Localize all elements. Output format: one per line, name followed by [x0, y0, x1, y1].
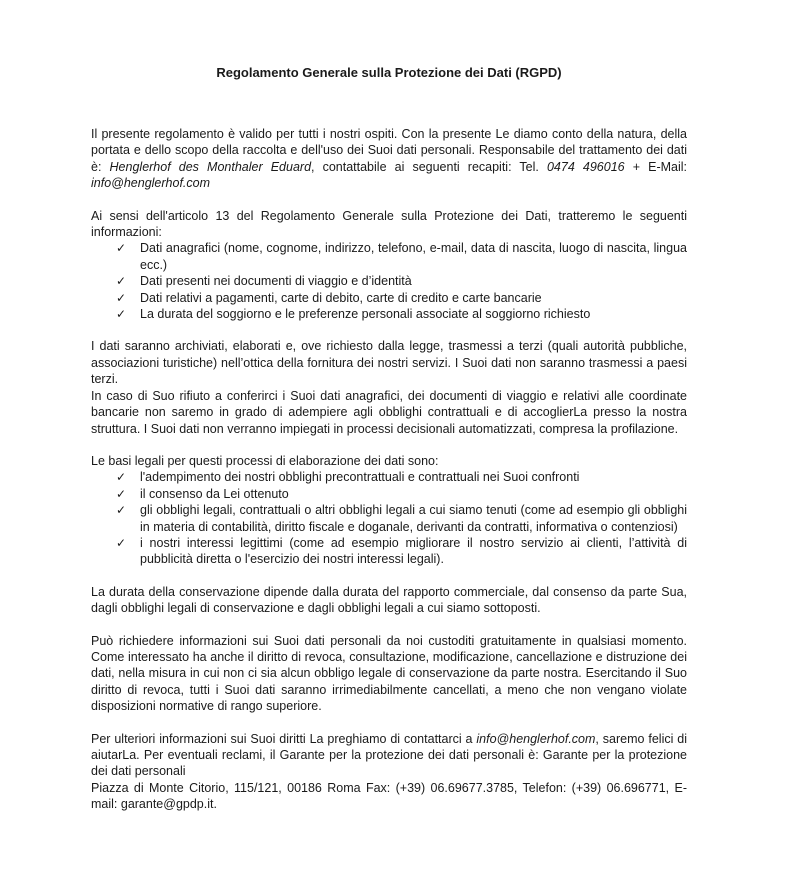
legal-basis-list	[91, 469, 687, 567]
storage-paragraph: I dati saranno archiviati, elaborati e, ove richiesto dalla legge, trasmessi a terzi (quali autorità pubbliche, associazioni turistiche) nell’ottica della fornitura dei nostri servizi. I Suoi dati non saranno trasmessi a paesi terzi.	[91, 339, 687, 387]
contact-text-after: , saremo felici di aiutarLa. Per eventuali reclami, il Garante per la protezione dei dati personali è: Garante per la protezione dei dati personali	[91, 731, 688, 779]
list-item	[91, 535, 687, 568]
legal-basis-lead: Le basi legali per questi processi di elaborazione dei dati sono:	[91, 453, 439, 468]
checkmark-icon: ✓	[116, 470, 127, 485]
list-item-text: Dati relativi a pagamenti, carte di debito, carte di credito e carte bancarie	[140, 290, 542, 305]
info-section	[91, 208, 687, 323]
checkmark-icon: ✓	[116, 307, 127, 322]
list-item	[91, 273, 687, 289]
list-item	[91, 290, 687, 306]
list-item	[91, 486, 687, 502]
authority-address: Piazza di Monte Citorio, 115/121, 00186 Roma Fax: (+39) 06.69677.3785, Telefon: (+39) 06.696771, E-mail: garante@gpdp.it.	[91, 780, 687, 812]
checkmark-icon: ✓	[116, 290, 127, 305]
document-title: Regolamento Generale sulla Protezione dei Dati (RGPD)	[216, 65, 562, 80]
rights-paragraph: Può richiedere informazioni sui Suoi dati personali da noi custoditi gratuitamente in qualsiasi momento. Come interessato ha anche il diritto di revoca, consultazione, modificazione, cancellazione e distruzione dei dati, nella misura in cui non ci sia alcun obbligo legale di conservazione da parte nostra. Esercitando il Suo diritto di revoca, tutti i Suoi dati saranno irrimediabilmente cancellati, a meno che non vengano violate disposizioni normative di rango superiore.	[91, 633, 687, 714]
list-item-text: gli obblighi legali, contrattuali o altri obblighi legali a cui siamo tenuti (come ad esempio gli obblighi in materia di contabilità, diritto fiscale e doganale, derivanti da contratti, informativa o contenziosi)	[140, 503, 687, 534]
checkmark-icon: ✓	[116, 503, 127, 518]
list-item	[91, 306, 687, 322]
list-item	[91, 469, 687, 485]
list-item-text: i nostri interessi legittimi (come ad esempio migliorare il nostro servizio ai clienti, l’attività di pubblicità diretta o l'esercizio dei nostri interessi legali).	[140, 535, 687, 567]
controller-phone: 0474 496016	[546, 159, 625, 174]
list-item-text: l'adempimento dei nostri obblighi precontrattuali e contrattuali nei Suoi confronti	[140, 470, 580, 485]
intro-text-middle: , contattabile ai seguenti recapiti: Tel.	[311, 159, 547, 174]
info-list	[91, 240, 687, 322]
contact-text: Per ulteriori informazioni sui Suoi diritti La preghiamo di contattarci a	[91, 731, 477, 746]
intro-text-email-label: + E-Mail:	[624, 159, 687, 174]
list-item-text: Dati anagrafici (nome, cognome, indirizzo, telefono, e-mail, data di nascita, luogo di nascita, lingua ecc.)	[140, 241, 687, 272]
intro-text: Il presente regolamento è valido per tutti i nostri ospiti. Con la presente Le diamo conto della natura, della portata e dello scopo della raccolta e dell'uso dei Suoi dati personali. Responsabile del trattamento dei dati è:	[91, 127, 687, 174]
list-item-text: il consenso da Lei ottenuto	[140, 486, 289, 501]
list-item-text: Dati presenti nei documenti di viaggio e d’identità	[140, 274, 412, 289]
checkmark-icon: ✓	[116, 535, 127, 550]
refusal-paragraph: In caso di Suo rifiuto a conferirci i Suoi dati anagrafici, dei documenti di viaggio e relativi alle coordinate bancarie non saremo in grado di adempiere agli obblighi contrattuali e di accoglierLa presso la nostra struttura. I Suoi dati non verranno impiegati in processi decisionali automatizzati, compresa la profilazione.	[91, 388, 687, 436]
list-item	[91, 240, 687, 273]
contact-section	[91, 731, 687, 813]
contact-paragraph	[91, 731, 687, 780]
checkmark-icon: ✓	[116, 241, 127, 256]
controller-email-link[interactable]: info@henglerhof.com	[91, 176, 211, 191]
controller-name: Henglerhof des Monthaler Eduard	[109, 159, 312, 174]
retention-paragraph: La durata della conservazione dipende dalla durata del rapporto commerciale, dal consenso da parte Sua, dagli obblighi legali di conservazione e dagli obblighi legali a cui siamo sottoposti.	[91, 584, 687, 616]
checkmark-icon: ✓	[116, 274, 127, 289]
info-section-lead: Ai sensi dell'articolo 13 del Regolamento Generale sulla Protezione dei Dati, tratteremo le seguenti informazioni:	[91, 208, 687, 240]
intro-paragraph	[91, 126, 687, 192]
list-item-text: La durata del soggiorno e le preferenze personali associate al soggiorno richiesto	[140, 307, 591, 322]
document-page	[91, 64, 687, 813]
legal-basis-section	[91, 453, 687, 568]
processing-section	[91, 338, 687, 436]
list-item	[91, 502, 687, 535]
checkmark-icon: ✓	[116, 486, 127, 501]
contact-email-link[interactable]: info@henglerhof.com	[476, 731, 596, 746]
